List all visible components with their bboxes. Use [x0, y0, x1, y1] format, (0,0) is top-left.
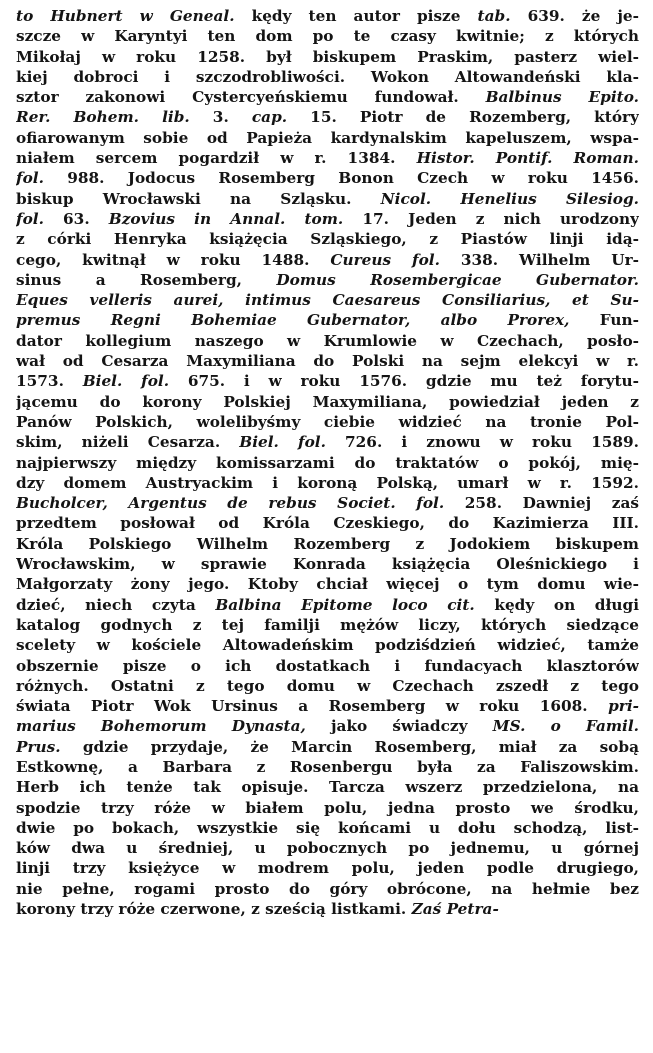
text-run: jącemu do korony Polskiej Maxymiliana, powiedział jeden z — [16, 392, 639, 411]
text-line — [16, 473, 639, 493]
text-line — [16, 148, 639, 168]
text-line — [16, 331, 639, 351]
text-run: 17. Jeden z nich urodzony — [343, 209, 639, 228]
text-run: 63. — [43, 209, 109, 228]
italic-citation: Zaś Petra- — [411, 900, 499, 919]
text-line — [16, 453, 639, 473]
text-line — [16, 128, 639, 148]
text-run: korony trzy róże czerwone, z sześcią listkami. — [16, 900, 412, 919]
text-line — [16, 209, 639, 229]
italic-citation: Domus Rosembergicae Gubernator. — [276, 270, 639, 289]
italic-citation: Histor. Pontif. Roman. — [416, 149, 639, 168]
text-run: kędy on długi — [474, 595, 639, 614]
text-run: Małgorzaty żony jego. Ktoby chciał więcej o tym domu wie- — [16, 575, 639, 594]
italic-citation: MS. o Famil. — [492, 717, 639, 736]
text-line — [16, 716, 639, 736]
text-run: skim, niżeli Cesarza. — [16, 433, 240, 452]
text-line — [16, 676, 639, 696]
text-run: 675. i w roku 1576. gdzie mu też forytu- — [169, 372, 639, 391]
italic-citation: cap. — [251, 108, 288, 127]
text-line — [16, 47, 639, 67]
text-run: dator kollegium naszego w Krumlowie w Czechach, posło- — [16, 331, 639, 350]
text-line — [16, 26, 639, 46]
text-run: 3. — [189, 108, 252, 127]
italic-citation: Balbinus Epito. — [485, 88, 639, 107]
text-line — [16, 858, 639, 878]
text-line — [16, 250, 639, 270]
text-line — [16, 189, 639, 209]
text-run: niałem sercem pogardził w r. 1384. — [16, 149, 417, 168]
text-run: linji trzy księżyce w modrem polu, jeden podle drugiego, — [16, 859, 639, 878]
body-text — [16, 6, 639, 919]
text-line — [16, 229, 639, 249]
italic-citation: Bzovius in Annal. tom. — [108, 209, 344, 228]
text-line — [16, 6, 639, 26]
text-line — [16, 656, 639, 676]
text-line — [16, 595, 639, 615]
italic-citation: fol. — [16, 169, 44, 188]
text-line — [16, 696, 639, 716]
text-run: różnych. Ostatni z tego domu w Czechach zszedł z tego — [16, 676, 639, 695]
text-line — [16, 635, 639, 655]
text-run: kiej dobroci i szczodrobliwości. Wokon Altowandeński kla- — [16, 67, 639, 86]
text-run: kędy ten autor pisze — [234, 7, 478, 25]
text-run: 639. że je- — [510, 7, 639, 25]
text-run: Panów Polskich, wolelibyśmy ciebie widzieć na tronie Pol- — [16, 412, 639, 431]
text-line — [16, 67, 639, 87]
text-line — [16, 392, 639, 412]
italic-citation: Biel. fol. — [82, 372, 170, 391]
text-line — [16, 534, 639, 554]
text-run: przedtem posłował od Króla Czeskiego, do Kazimierza III. — [16, 514, 639, 533]
text-run: Herb ich tenże tak opisuje. Tarcza wszerz przedzielona, na — [16, 778, 639, 797]
text-run: katalog godnych z tej familji mężów liczy, których siedzące — [16, 615, 639, 634]
text-run: cego, kwitnął w roku 1488. — [16, 250, 331, 269]
text-run: jako świadczy — [305, 717, 493, 736]
text-run: Króla Polskiego Wilhelm Rozemberg z Jodokiem biskupem — [16, 534, 639, 553]
text-run: sinus a Rosemberg, — [16, 270, 277, 289]
text-run: spodzie trzy róże w białem polu, jedna prosto we środku, — [16, 798, 639, 817]
text-line — [16, 615, 639, 635]
text-run: 338. Wilhelm Ur- — [439, 250, 639, 269]
text-line — [16, 879, 639, 899]
text-line — [16, 168, 639, 188]
italic-citation: to Hubnert w Geneal. — [16, 7, 235, 25]
text-line — [16, 818, 639, 838]
text-run: ków dwa u średniej, u pobocznych po jednemu, u górnej — [16, 839, 639, 858]
text-line — [16, 107, 639, 127]
italic-citation: Eques velleris aurei, intimus Caesareus Consiliarius, et Su- — [16, 291, 639, 310]
text-line — [16, 270, 639, 290]
text-run: scelety w kościele Altowadeńskim podziśdzień widzieć, tamże — [16, 636, 639, 655]
text-line — [16, 554, 639, 574]
text-run: 258. Dawniej zaś — [444, 494, 639, 513]
text-run: sztor zakonowi Cystercyeńskiemu fundował. — [16, 88, 486, 107]
text-run: ofiarowanym sobie od Papieża kardynalskim kapeluszem, wspa- — [16, 128, 639, 147]
text-line — [16, 87, 639, 107]
text-run: 726. i znowu w roku 1589. — [325, 433, 639, 452]
text-line — [16, 574, 639, 594]
text-line — [16, 513, 639, 533]
italic-citation: Cureus fol. — [330, 250, 440, 269]
text-line — [16, 838, 639, 858]
text-run: gdzie przydaje, że Marcin Rosemberg, miał za sobą — [60, 737, 639, 756]
italic-citation: marius Bohemorum Dynasta, — [16, 717, 306, 736]
text-run: dwie po bokach, wszystkie się końcami u dołu schodzą, list- — [16, 818, 639, 837]
text-run: 1573. — [16, 372, 83, 391]
text-line — [16, 737, 639, 757]
text-line — [16, 432, 639, 452]
italic-citation: Prus. — [16, 737, 61, 756]
text-line — [16, 290, 639, 310]
text-run: Fun- — [569, 311, 639, 330]
italic-citation: fol. — [16, 209, 44, 228]
text-line — [16, 777, 639, 797]
text-run: z córki Henryka książęcia Szląskiego, z Piastów linji idą- — [16, 230, 639, 249]
text-run: szcze w Karyntyi ten dom po te czasy kwitnie; z których — [16, 27, 639, 46]
text-run: świata Piotr Wok Ursinus a Rosemberg w roku 1608. — [16, 697, 609, 716]
text-run: dzieć, niech czyta — [16, 595, 216, 614]
text-line — [16, 371, 639, 391]
text-run: obszernie pisze o ich dostatkach i fundacyach klasztorów — [16, 656, 639, 675]
text-line — [16, 310, 639, 330]
text-run: dzy domem Austryackim i koroną Polską, umarł w r. 1592. — [16, 473, 639, 492]
text-run: Wrocławskim, w sprawie Konrada książęcia Oleśnickiego i — [16, 555, 639, 574]
text-run: biskup Wrocławski na Szląsku. — [16, 189, 381, 208]
text-run: najpierwszy między komissarzami do traktatów o pokój, mię- — [16, 453, 639, 472]
text-run: wał od Cesarza Maxymiliana do Polski na sejm elekcyi w r. — [16, 352, 639, 371]
text-line — [16, 351, 639, 371]
text-run: 15. Piotr de Rozemberg, który — [287, 108, 639, 127]
italic-citation: Rer. Bohem. lib. — [16, 108, 190, 127]
text-line — [16, 757, 639, 777]
text-run: 988. Jodocus Rosemberg Bonon Czech w roku 1456. — [43, 169, 639, 188]
text-line — [16, 899, 639, 919]
text-run: Estkownę, a Barbara z Rosenbergu była za Faliszowskim. — [16, 757, 639, 776]
text-line — [16, 798, 639, 818]
text-run: nie pełne, rogami prosto do góry obrócone, na hełmie bez — [16, 879, 639, 898]
text-run: Mikołaj w roku 1258. był biskupem Praskim, pasterz wiel- — [16, 47, 639, 66]
italic-citation: Bucholcer, Argentus de rebus Societ. fol. — [16, 494, 445, 513]
italic-citation: Biel. fol. — [239, 433, 326, 452]
italic-citation: premus Regni Bohemiae Gubernator, albo Prorex, — [16, 311, 570, 330]
text-line — [16, 493, 639, 513]
italic-citation: pri- — [608, 697, 639, 716]
italic-citation: Nicol. Henelius Silesiog. — [380, 189, 639, 208]
text-line — [16, 412, 639, 432]
italic-citation: tab. — [477, 7, 511, 25]
italic-citation: Balbina Epitome loco cit. — [215, 595, 475, 614]
